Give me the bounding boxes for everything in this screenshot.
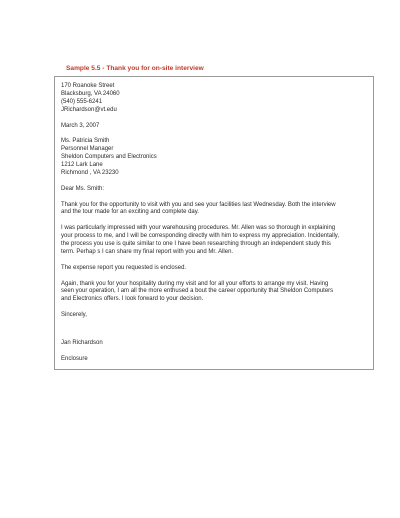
sender-address	[61, 83, 367, 115]
paragraph-line: and the tour made for an exciting and complete day.	[61, 209, 199, 216]
document-heading: Sample 5.5 - Thank you for on-site interview	[66, 65, 204, 72]
paragraph-line: The expense report you requested is enclosed.	[61, 264, 187, 271]
paragraph-line: and Electronics offers. I look forward to your decision.	[61, 296, 204, 303]
paragraph-3	[61, 265, 367, 273]
paragraph-line: term. Perhap s I can share my final report with you and Mr. Allen.	[61, 248, 234, 255]
recipient-title: Personnel Manager	[61, 146, 114, 153]
recipient-name: Ms. Patricia Smith	[61, 138, 110, 145]
sender-city: Blacksburg, VA 24060	[61, 90, 120, 97]
paragraph-4	[61, 281, 367, 305]
recipient-company: Sheldon Computers and Electronics	[61, 154, 157, 161]
paragraph-2	[61, 225, 367, 257]
letter-body	[61, 83, 367, 364]
paragraph-line: seen your operation, I am all the more enthused a bout the career opportunity that Sheldon Computers	[61, 288, 334, 295]
paragraph-line: Again, thank you for your hospitality during my visit and for all your efforts to arrange my visit. Having	[61, 280, 329, 287]
recipient-city: Richmond , VA 23230	[61, 169, 119, 176]
sender-street: 170 Roanoke Street	[61, 83, 115, 89]
paragraph-line: I was particularly impressed with your warehousing procedures. Mr. Allen was so thorough in explaining	[61, 225, 336, 232]
paragraph-1	[61, 202, 367, 218]
signature-name: Jan Richardson	[61, 339, 103, 346]
letter-date: March 3, 2007	[61, 122, 100, 129]
sender-email: JRichardson@vt.edu	[61, 106, 117, 113]
recipient-street: 1212 Lark Lane	[61, 162, 103, 169]
recipient-address	[61, 138, 367, 178]
sender-phone: (540) 555-6241	[61, 98, 103, 105]
salutation: Dear Ms. Smith:	[61, 185, 105, 192]
closing: Sincerely,	[61, 312, 87, 319]
paragraph-line: Thank you for the opportunity to visit with you and see your facilities last Wednesday. Both the interview	[61, 201, 336, 208]
paragraph-line: your process to me, and I will be corresponding directly with him to express my appreciation. Incidentally,	[61, 233, 340, 240]
enclosure-note: Enclosure	[61, 355, 88, 362]
paragraph-line: the process you use is quite similar to one I have been researching through an independent study this	[61, 241, 331, 248]
